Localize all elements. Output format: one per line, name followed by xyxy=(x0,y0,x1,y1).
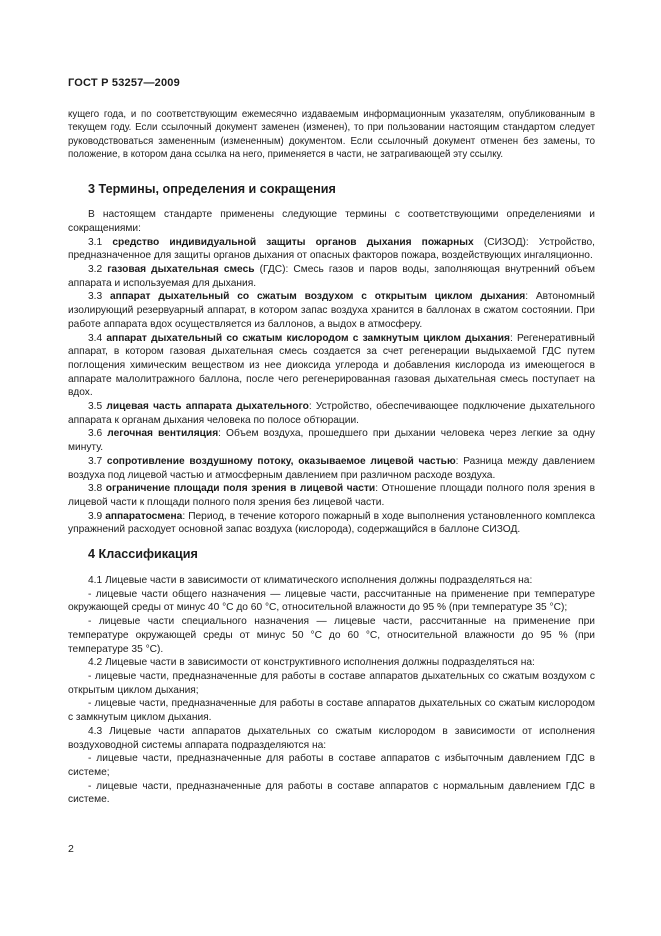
term-definition: : Регенеративный аппарат, в котором газовая дыхательная смесь создается за счет регенерации выдыхаемой ГДС путем поглощения химическим веществом из нее диоксида углерода и добавления кислорода из имеющегося в аппарате малолитражного баллона, после чего регенерированная газовая дыхательная смесь поступает на вдох. xyxy=(68,332,595,399)
classification-paragraph-4-2: 4.2 Лицевые части в зависимости от конструктивного исполнения должны подразделяться на: xyxy=(88,657,535,669)
classification-paragraph-4-1: 4.1 Лицевые части в зависимости от климатического исполнения должны подразделяться на: xyxy=(88,575,533,587)
term-number: 3.5 xyxy=(88,401,103,413)
term-paragraph-3-1 xyxy=(68,236,595,263)
section-3-lead-paragraph: В настоящем стандарте применены следующие термины с соответствующими определениями и сокращениями: xyxy=(68,209,595,234)
term-name: аппарат дыхательный со сжатым кислородом с замкнутым циклом дыхания xyxy=(106,332,510,344)
term-paragraph-3-8 xyxy=(68,482,595,509)
term-name: аппарат дыхательный со сжатым воздухом с открытым циклом дыхания xyxy=(110,291,526,303)
intro-continuation-paragraph: кущего года, и по соответствующим ежемесячно издаваемым информационным указателям, опубликованным в текущем году. Если ссылочный документ заменен (изменен), то при пользовании настоящим стандартом следует руководствоваться замененным (измененным) документом. Если ссылочный документ отменен без замены, то положение, в котором дана ссылка на него, применяется в части, не затрагивающей эту ссылку. xyxy=(68,109,595,160)
term-paragraph-3-5 xyxy=(68,400,595,427)
section-3-title: 3 Термины, определения и сокращения xyxy=(88,182,336,197)
term-number: 3.3 xyxy=(88,291,103,303)
page-number: 2 xyxy=(68,843,74,855)
term-definition: (СИЗОД): Устройство, предназначенное для защиты органов дыхания от опасных факторов пожара, воздействующих ингаляционно. xyxy=(68,236,596,262)
page-content xyxy=(68,77,595,807)
term-name: лицевая часть аппарата дыхательного xyxy=(106,401,309,413)
term-name: легочная вентиляция xyxy=(107,428,219,440)
term-definition: : Устройство, обеспечивающее подключение дыхательного аппарата к органам дыхания человека по полосе обтюрации. xyxy=(68,401,595,426)
term-definition: : Разница между давлением воздуха под лицевой частью и атмосферным давлением при различном расходе воздуха. xyxy=(68,455,595,481)
classification-list-item: - лицевые части, предназначенные для работы в составе аппаратов с нормальным давлением ГДС в системе. xyxy=(68,780,595,806)
term-name: ограничение площади поля зрения в лицевой части xyxy=(105,483,376,495)
term-number: 3.4 xyxy=(88,332,103,344)
term-definition: (ГДС): Смесь газов и паров воды, заполняющая внутренний объем аппарата и используемая для дыхания. xyxy=(68,264,595,289)
term-paragraph-3-2 xyxy=(68,263,595,290)
standard-number-header: ГОСТ Р 53257—2009 xyxy=(68,77,180,89)
term-definition: : Автономный изолирующий резервуарный аппарат, в котором запас воздуха хранится в баллонах в сжатом состоянии. При работе аппарата вдох осуществляется из баллонов, а выдох в атмосферу. xyxy=(68,291,595,330)
classification-list-item: - лицевые части, предназначенные для работы в составе аппаратов дыхательных со сжатым воздухом с открытым циклом дыхания; xyxy=(68,670,595,696)
term-number: 3.2 xyxy=(88,264,103,275)
term-number: 3.1 xyxy=(88,236,103,248)
term-name: средство индивидуальной защиты органов дыхания пожарных xyxy=(112,236,474,248)
term-paragraph-3-3 xyxy=(68,290,595,331)
term-definition: : Отношение площади полного поля зрения в лицевой части к площади полного поля зрения без лицевой части. xyxy=(68,483,595,508)
term-paragraph-3-9 xyxy=(68,510,595,537)
classification-list-item: - лицевые части специального назначения — лицевые части, рассчитанные на применение при температуре окружающей среды от минус 50 °С до 60 °С, относительной влажности до 95 % (при температуре 35 °С). xyxy=(68,616,595,655)
term-name: газовая дыхательная смесь xyxy=(107,264,255,275)
term-definition: : Период, в течение которого пожарный в ходе выполнения установленного комплекса упражнений расходует основной запас воздуха (кислорода), содержащийся в баллоне СИЗОД. xyxy=(68,510,595,536)
classification-list-item: - лицевые части, предназначенные для работы в составе аппаратов дыхательных со сжатым кислородом с замкнутым циклом дыхания. xyxy=(68,698,595,724)
section-4-title: 4 Классификация xyxy=(88,547,198,562)
term-number: 3.8 xyxy=(88,483,103,495)
classification-paragraph-4-3: 4.3 Лицевые части аппаратов дыхательных со сжатым кислородом в зависимости от исполнения воздуховодной системы аппарата подразделяются на: xyxy=(68,725,595,751)
term-paragraph-3-4 xyxy=(68,332,595,401)
term-paragraph-3-7 xyxy=(68,455,595,482)
term-number: 3.9 xyxy=(88,510,103,522)
classification-list-item: - лицевые части общего назначения — лицевые части, рассчитанные на применение при температуре окружающей среды от минус 40 °С до 60 °С, относительной влажности до 95 % (при температуре 35 °С); xyxy=(68,588,595,614)
term-number: 3.7 xyxy=(88,455,103,467)
term-name: сопротивление воздушному потоку, оказываемое лицевой частью xyxy=(106,455,456,467)
classification-list-item: - лицевые части, предназначенные для работы в составе аппаратов с избыточным давлением ГДС в системе; xyxy=(68,753,595,778)
term-paragraph-3-6 xyxy=(68,427,595,454)
term-number: 3.6 xyxy=(88,428,103,440)
term-name: аппаратосмена xyxy=(105,510,183,522)
term-definition: : Объем воздуха, прошедшего при дыхании человека через легкие за одну минуту. xyxy=(68,428,595,454)
